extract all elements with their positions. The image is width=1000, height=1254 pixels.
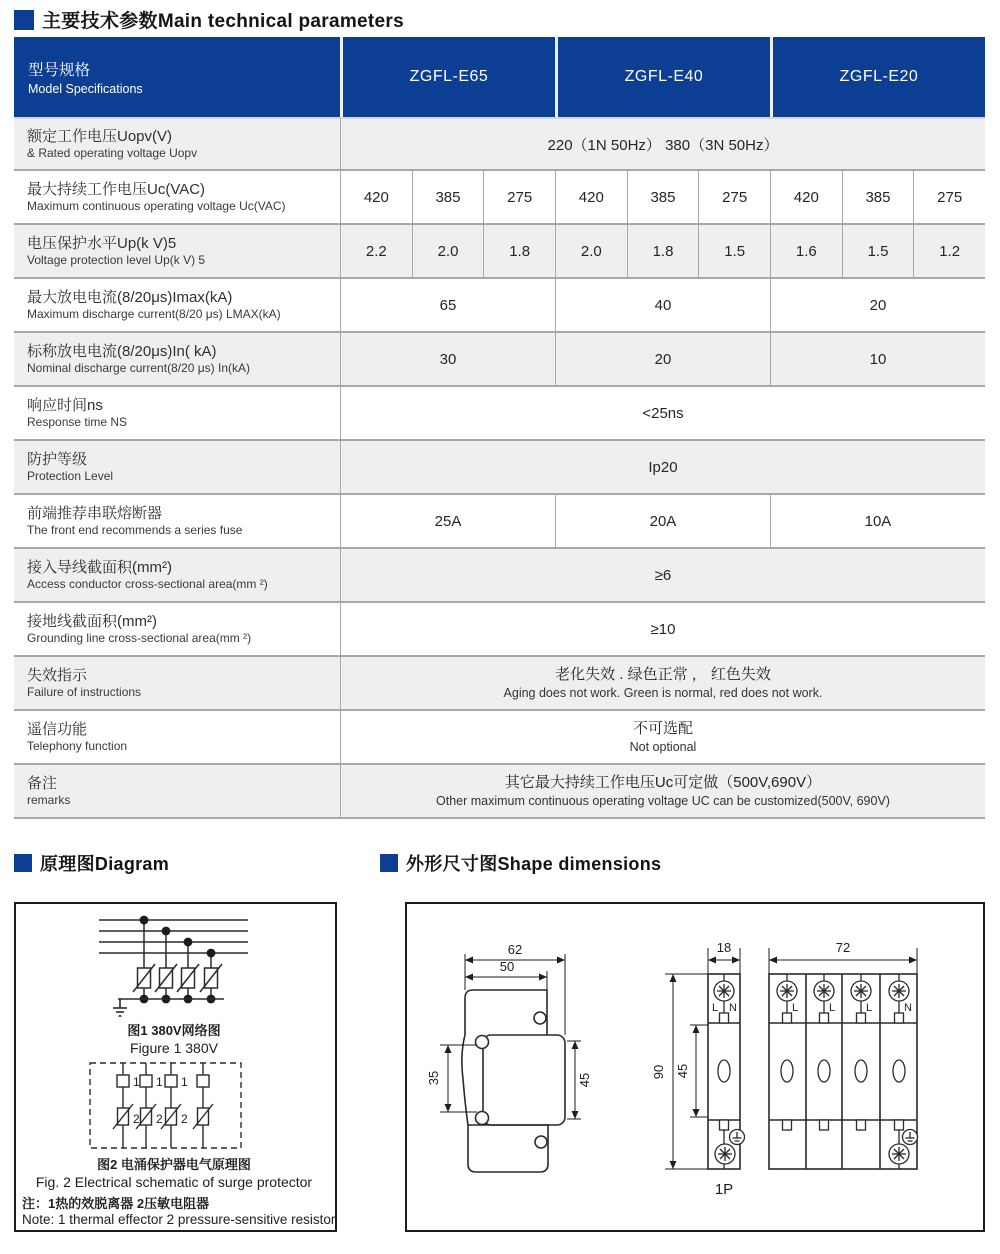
- row-label-grounding-area: [14, 603, 340, 657]
- side-view: [426, 942, 592, 1172]
- dim-35-label: 35: [426, 1070, 441, 1086]
- header-label-en: Model Specifications: [28, 82, 143, 96]
- terminal-l-label: L: [711, 1002, 719, 1014]
- row-label-en: Maximum continuous operating voltage Uc(VAC): [27, 199, 286, 214]
- section-title-text: [40, 850, 169, 876]
- fig2-caption-en: Fig. 2 Electrical schematic of surge protector: [35, 1174, 313, 1190]
- row-label-en: Protection Level: [27, 469, 114, 484]
- cell-uc: [842, 171, 914, 225]
- row-label-en: Response time NS: [27, 415, 128, 430]
- cell-uc: [770, 171, 842, 225]
- row-label-response-time: [14, 387, 340, 441]
- table-header-model-e40: [555, 37, 770, 117]
- cell-value: 275: [507, 188, 533, 206]
- row-label-fuse: [14, 495, 340, 549]
- cell-grounding-area: [340, 603, 985, 657]
- cell-in: [555, 333, 770, 387]
- cell-value-en: Aging does not work. Green is normal, red does not work.: [503, 686, 823, 700]
- row-label-en: Nominal discharge current(8/20 μs) In(kA): [27, 361, 250, 376]
- shape-dimensions-box: [405, 902, 985, 1232]
- table-header-model-e20: [770, 37, 985, 117]
- cell-uc: [555, 171, 627, 225]
- module-4p-details: [777, 974, 918, 1169]
- row-label-rated-voltage: [14, 117, 340, 171]
- cell-value: 10: [869, 350, 887, 368]
- cell-value: 2.0: [580, 242, 602, 260]
- spec-table: [14, 37, 985, 819]
- row-label-zh: 遥信功能: [27, 720, 88, 738]
- cell-uc: [627, 171, 699, 225]
- cell-value: 1.8: [652, 242, 674, 260]
- cell-value: 20: [869, 296, 887, 314]
- dimension-62: [465, 954, 565, 1035]
- shape-title-en: Shape dimensions: [497, 854, 662, 874]
- cell-fuse: [770, 495, 985, 549]
- cell-up: [842, 225, 914, 279]
- row-label-en: remarks: [27, 793, 71, 808]
- row-label-remarks: [14, 765, 340, 819]
- row-label-failure: [14, 657, 340, 711]
- cell-value: ≥10: [650, 620, 676, 638]
- row-label-en: The front end recommends a series fuse: [27, 523, 243, 538]
- varistor-branches: [133, 920, 222, 999]
- cell-value: 25A: [434, 512, 462, 530]
- row-label-en: Telephony function: [27, 739, 128, 754]
- cell-value-zh: 不可选配: [632, 719, 693, 737]
- cell-up: [340, 225, 412, 279]
- cell-fuse: [340, 495, 555, 549]
- cell-value-zh: 老化失效 . 绿色正常 ， 红色失效: [555, 665, 771, 683]
- cell-value: 2.2: [365, 242, 387, 260]
- row-label-zh: 响应时间ns: [27, 396, 103, 414]
- cell-value-en: Other maximum continuous operating voltage UC can be customized(500V, 690V): [436, 794, 890, 808]
- varistor-mark: 2: [133, 1112, 140, 1126]
- row-label-zh: 电压保护水平Up(k V)5: [27, 234, 177, 252]
- cell-value: 385: [435, 188, 461, 206]
- dimension-35: [440, 1045, 477, 1112]
- dim-72-label: 72: [835, 940, 851, 955]
- section-title-text: [42, 6, 404, 33]
- terminal-label: L: [791, 1002, 799, 1014]
- cell-value-en: Not optional: [629, 740, 697, 754]
- section-title-text: [406, 850, 661, 876]
- cell-value: 65: [439, 296, 457, 314]
- cell-value-zh: 其它最大持续工作电压Uc可定做（500V,690V）: [504, 773, 822, 791]
- power-bus-lines: [99, 920, 248, 953]
- front-view-4p: [769, 940, 918, 1169]
- model-name: ZGFL-E20: [839, 68, 919, 85]
- cell-value: 1.2: [939, 242, 961, 260]
- row-label-en: Failure of instructions: [27, 685, 142, 700]
- cell-in: [340, 333, 555, 387]
- row-label-ip: [14, 441, 340, 495]
- cell-value: 30: [439, 350, 457, 368]
- cell-value: 1.5: [724, 242, 746, 260]
- row-label-max-discharge: [14, 279, 340, 333]
- row-label-en: Maximum discharge current(8/20 μs) LMAX(kA): [27, 307, 281, 322]
- cell-up: [627, 225, 699, 279]
- row-label-max-continuous-voltage: [14, 171, 340, 225]
- cell-imax: [770, 279, 985, 333]
- diagram-title-zh: 原理图: [40, 854, 95, 874]
- pole-caption-1p: 1P: [714, 1181, 734, 1198]
- section-title-shape: [380, 850, 661, 876]
- cell-value: 1.5: [867, 242, 889, 260]
- terminal-label: L: [865, 1002, 873, 1014]
- row-label-nominal-discharge: [14, 333, 340, 387]
- row-label-protection-level-up: [14, 225, 340, 279]
- header-label-zh: 型号规格: [28, 62, 91, 79]
- cell-value: 420: [363, 188, 389, 206]
- cell-value: 20A: [649, 512, 677, 530]
- cell-value: <25ns: [642, 404, 684, 422]
- dim-45-inner-label: 45: [675, 1063, 690, 1079]
- row-label-zh: 标称放电电流(8/20μs)In( kA): [27, 342, 217, 360]
- cell-uc: [698, 171, 770, 225]
- cell-imax: [340, 279, 555, 333]
- dim-62-label: 62: [507, 942, 523, 957]
- row-label-en: Voltage protection level Up(k V) 5: [27, 253, 206, 268]
- cell-telephony: [340, 711, 985, 765]
- shape-title-zh: 外形尺寸图: [406, 854, 498, 874]
- dim-50-label: 50: [499, 959, 515, 974]
- cell-up: [555, 225, 627, 279]
- blue-square-icon: [14, 10, 34, 30]
- varistor-mark: 2: [156, 1112, 163, 1126]
- cell-value: 20: [654, 350, 672, 368]
- cell-fuse: [555, 495, 770, 549]
- cell-failure: [340, 657, 985, 711]
- cell-uc: [340, 171, 412, 225]
- cell-response-time: [340, 387, 985, 441]
- cell-up: [698, 225, 770, 279]
- cell-value: Ip20: [648, 458, 678, 476]
- cell-value: 275: [937, 188, 963, 206]
- model-name: ZGFL-E65: [409, 68, 489, 85]
- terminal-label: L: [828, 1002, 836, 1014]
- dim-90-label: 90: [651, 1064, 666, 1080]
- cell-value: 1.8: [509, 242, 531, 260]
- cell-remarks: [340, 765, 985, 819]
- section-title-zh: 主要技术参数: [42, 11, 158, 32]
- cell-up: [483, 225, 555, 279]
- diagram-note-en: Note: 1 thermal effector 2 pressure-sensitive resistor: [22, 1212, 335, 1227]
- dim-45-body-label: 45: [577, 1072, 592, 1088]
- row-label-zh: 备注: [27, 774, 58, 792]
- row-label-zh: 接入导线截面积(mm²): [27, 558, 172, 576]
- cell-up: [412, 225, 484, 279]
- row-label-telephony: [14, 711, 340, 765]
- terminal-label: N: [904, 1002, 912, 1014]
- fig1-caption-en: Figure 1 380V: [130, 1040, 218, 1056]
- diagram-title-en: Diagram: [94, 854, 170, 874]
- row-label-zh: 接地线截面积(mm²): [27, 612, 157, 630]
- fig1-caption-zh: 图1 380V网络图: [127, 1023, 221, 1038]
- model-name: ZGFL-E40: [624, 68, 704, 85]
- row-label-zh: 最大放电电流(8/20μs)Imax(kA): [27, 288, 233, 306]
- row-label-zh: 额定工作电压Uopv(V): [27, 127, 173, 145]
- schematic-svg: [16, 904, 335, 1230]
- cell-value: 275: [722, 188, 748, 206]
- cell-uc: [483, 171, 555, 225]
- cell-value: 385: [865, 188, 891, 206]
- blue-square-icon: [380, 854, 398, 872]
- cell-imax: [555, 279, 770, 333]
- cell-ip: [340, 441, 985, 495]
- cell-access-area: [340, 549, 985, 603]
- cell-uc: [412, 171, 484, 225]
- cell-value: 385: [650, 188, 676, 206]
- row-label-en: & Rated operating voltage Uopv: [27, 146, 198, 161]
- diagram-note-zh: 注：1热的效脱离器 2压敏电阻器: [22, 1196, 210, 1211]
- row-label-zh: 最大持续工作电压Uc(VAC): [27, 180, 206, 198]
- thermal-mark: 1: [181, 1075, 188, 1089]
- cell-value: 40: [654, 296, 672, 314]
- thermal-mark: 1: [133, 1075, 140, 1089]
- row-label-zh: 失效指示: [27, 666, 88, 684]
- cell-value: 420: [793, 188, 819, 206]
- cell-value: ≥6: [654, 566, 672, 584]
- side-profile: [462, 990, 565, 1172]
- cell-up: [913, 225, 985, 279]
- section-title-en: Main technical parameters: [157, 11, 404, 32]
- fig2-caption-zh: 图2 电涌保护器电气原理图: [97, 1157, 251, 1172]
- thermal-mark: 1: [156, 1075, 163, 1089]
- dimension-45-inner: [690, 1025, 708, 1117]
- row-label-access-area: [14, 549, 340, 603]
- cell-uc: [913, 171, 985, 225]
- schematic-diagram-box: [14, 902, 337, 1232]
- spd-branches: [113, 1063, 213, 1148]
- row-label-en: Access conductor cross-sectional area(mm ²): [27, 577, 268, 592]
- cell-value: 420: [578, 188, 604, 206]
- table-header-model-e65: [340, 37, 555, 117]
- row-label-zh: 防护等级: [27, 450, 88, 468]
- section-title-parameters: [14, 6, 404, 33]
- cell-in: [770, 333, 985, 387]
- cell-rated-voltage: [340, 117, 985, 171]
- terminal-n-label: N: [729, 1002, 737, 1014]
- cell-value: 2.0: [437, 242, 459, 260]
- cell-value: 1.6: [795, 242, 817, 260]
- row-label-zh: 前端推荐串联熔断器: [27, 504, 163, 522]
- varistor-mark: 2: [181, 1112, 188, 1126]
- shape-svg: [407, 904, 983, 1230]
- row-label-en: Grounding line cross-sectional area(mm ²): [27, 631, 252, 646]
- section-title-diagram: [14, 850, 169, 876]
- dim-18-label: 18: [716, 940, 732, 955]
- blue-square-icon: [14, 854, 32, 872]
- cell-value: 220（1N 50Hz） 380（3N 50Hz）: [547, 136, 779, 154]
- cell-value: 10A: [864, 512, 892, 530]
- cell-up: [770, 225, 842, 279]
- table-header-model-spec: [14, 37, 340, 117]
- front-view-1p: [651, 940, 745, 1198]
